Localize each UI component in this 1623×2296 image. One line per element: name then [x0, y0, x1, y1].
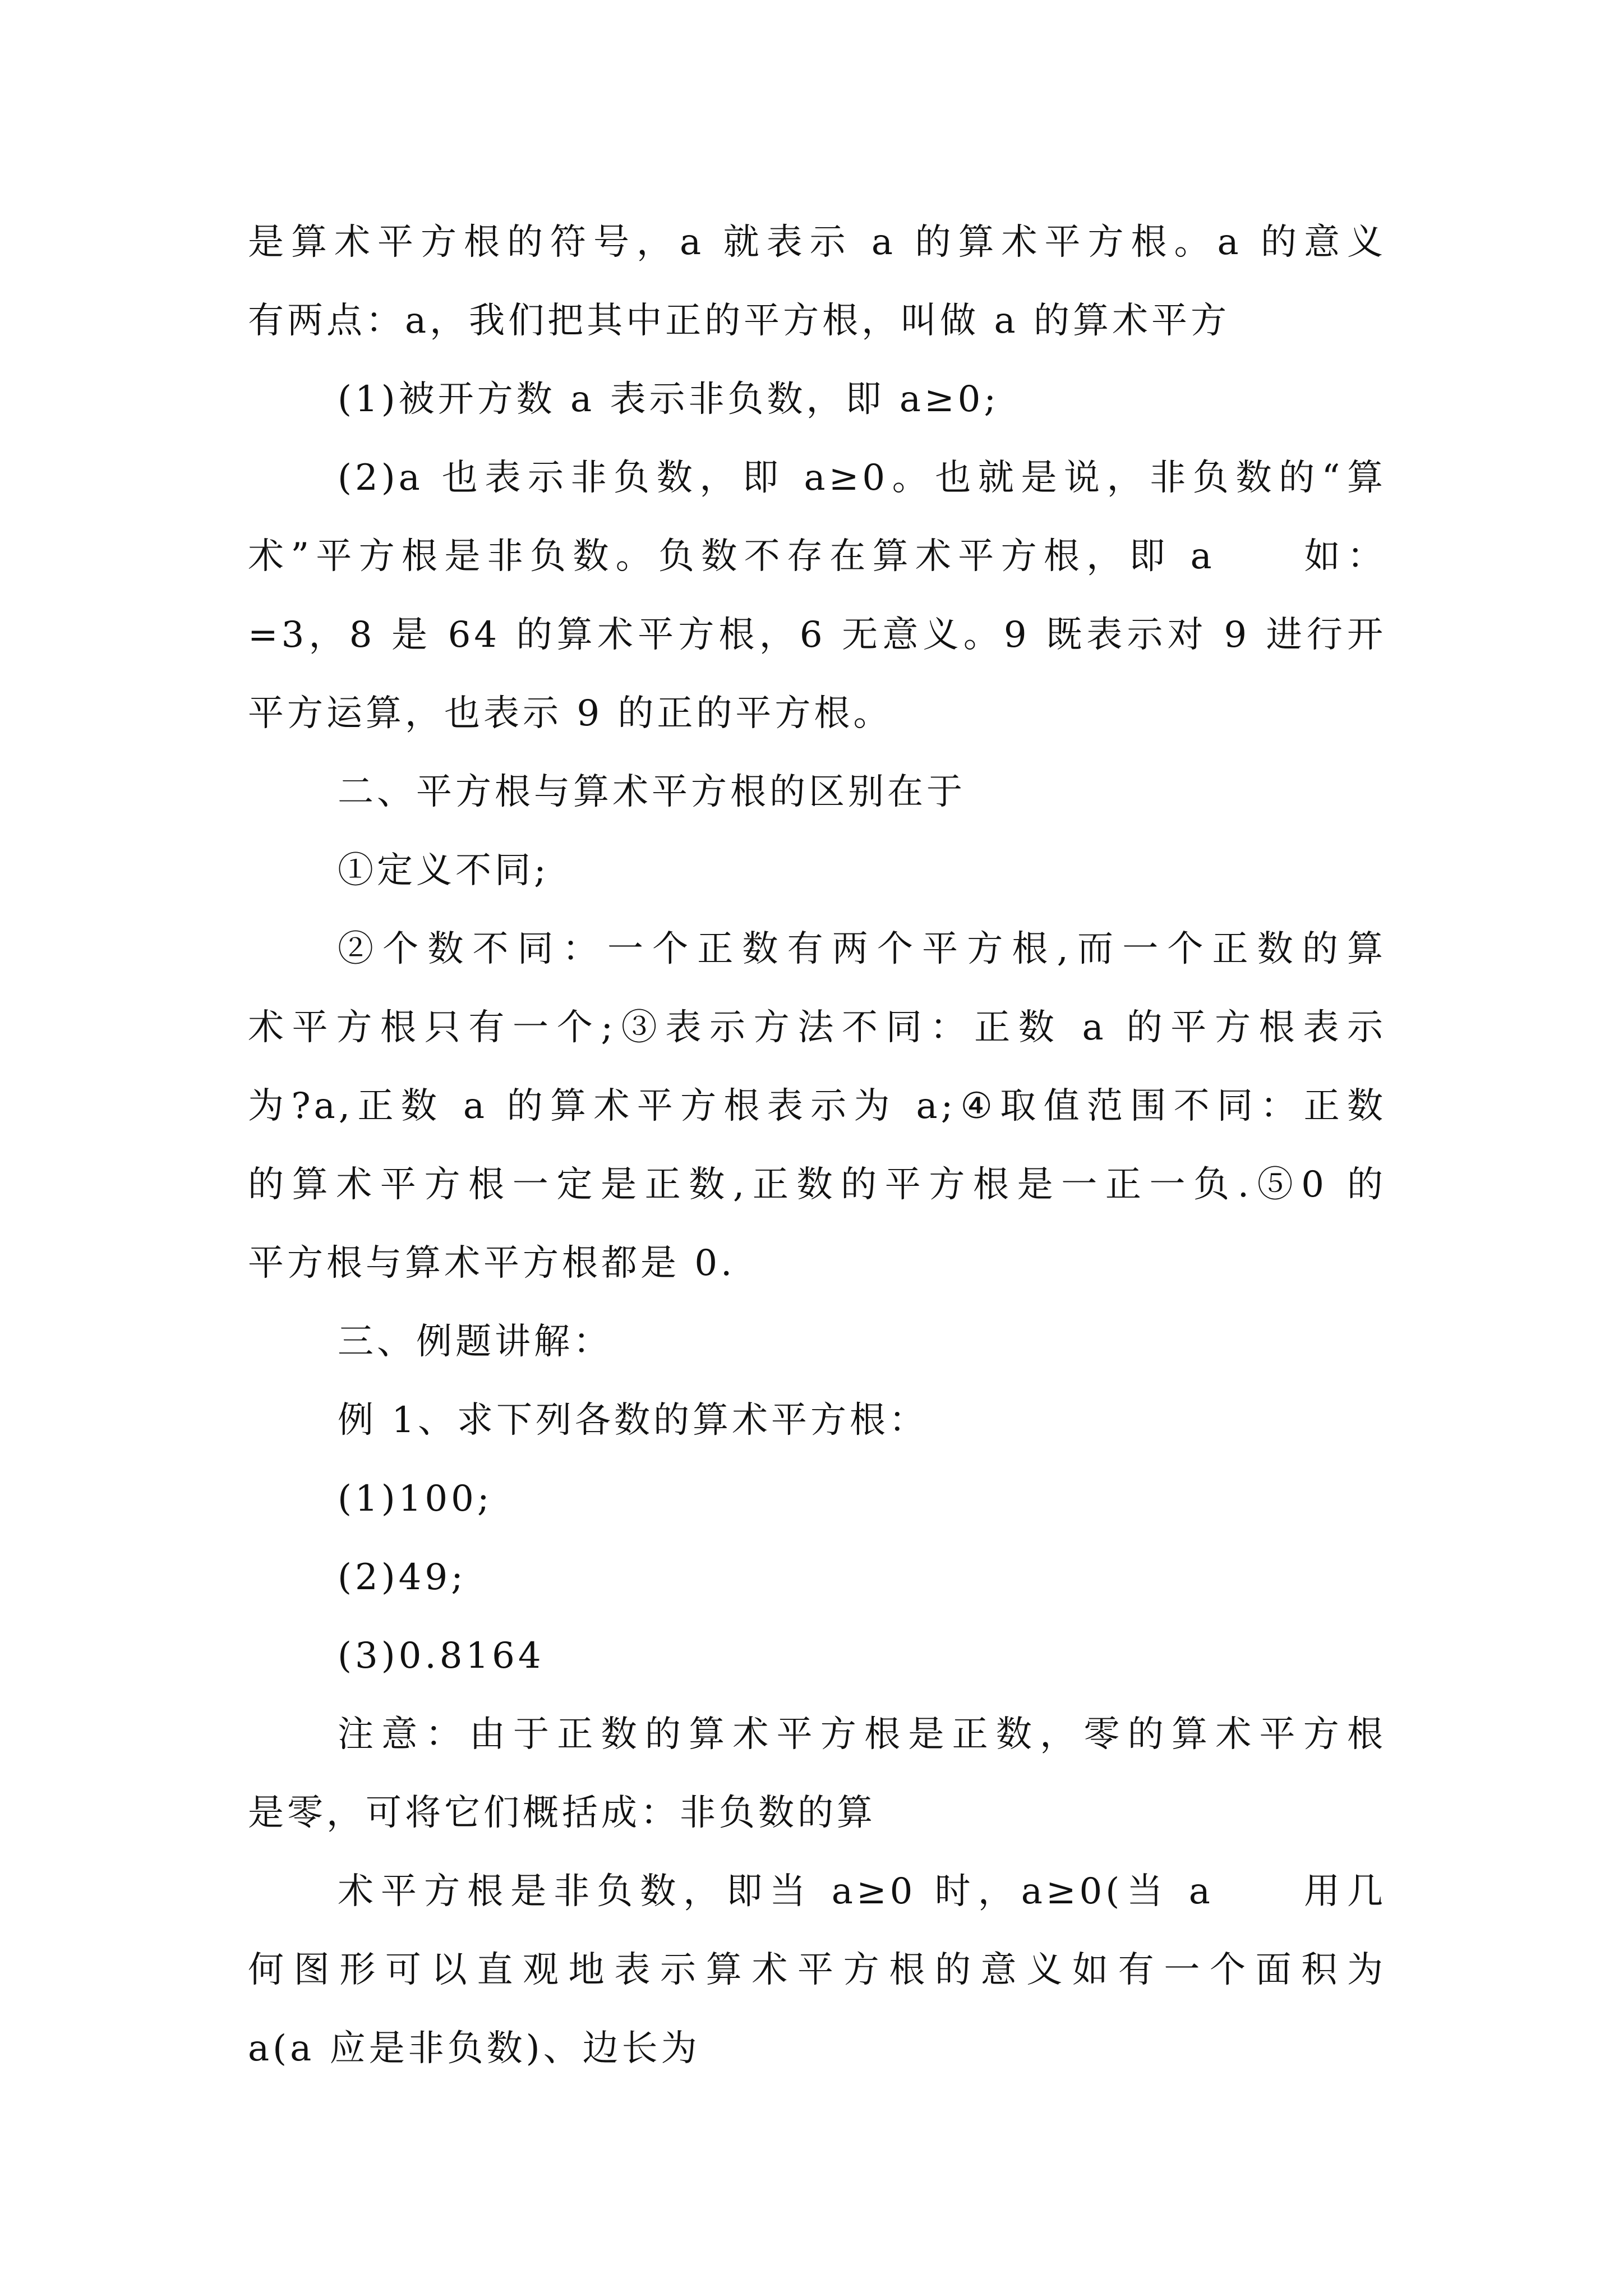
- text-line: 术”平方根是非负数。负数不存在算术平方根，即 a 如：: [248, 536, 1386, 577]
- text-line: (2)49;: [338, 1557, 467, 1598]
- text-line: 为?a,正数 a 的算术平方根表示为 a;④取值范围不同：正数: [248, 1085, 1386, 1127]
- text-line: ①定义不同;: [338, 850, 550, 891]
- text-line: (1)100;: [338, 1478, 493, 1520]
- section-heading: 二、平方根与算术平方根的区别在于: [338, 771, 966, 813]
- text-line: 的算术平方根一定是正数,正数的平方根是一正一负.⑤0 的: [248, 1164, 1386, 1205]
- text-line: 平方根与算术平方根都是 0.: [248, 1243, 736, 1284]
- text-line: 何图形可以直观地表示算术平方根的意义如有一个面积为: [248, 1949, 1386, 1991]
- text-line: (1)被开方数 a 表示非负数，即 a≥0;: [338, 379, 999, 420]
- text-line: (2)a 也表示非负数，即 a≥0。也就是说，非负数的“算: [338, 457, 1386, 499]
- text-line: 是零，可将它们概括成：非负数的算: [248, 1792, 876, 1834]
- text-line: 平方运算，也表示 9 的正的平方根。: [248, 693, 893, 734]
- text-line: a(a 应是非负数)、边长为: [248, 2028, 700, 2069]
- text-line: 例 1、求下列各数的算术平方根：: [338, 1400, 929, 1441]
- text-line: 注意：由于正数的算术平方根是正数，零的算术平方根: [338, 1714, 1386, 1755]
- text-line: ②个数不同：一个正数有两个平方根,而一个正数的算: [338, 928, 1386, 970]
- text-line: (3)0.8164: [338, 1635, 545, 1677]
- text-line: 术平方根是非负数，即当 a≥0 时，a≥0(当 a 用几: [338, 1871, 1386, 1912]
- text-line: 有两点：a，我们把其中正的平方根，叫做 a 的算术平方: [248, 300, 1230, 342]
- text-line: 术平方根只有一个;③表示方法不同：正数 a 的平方根表示: [248, 1007, 1386, 1048]
- section-heading: 三、例题讲解：: [338, 1321, 612, 1363]
- text-line: 是算术平方根的符号，a 就表示 a 的算术平方根。a 的意义: [248, 222, 1386, 263]
- text-line: =3，8 是 64 的算术平方根，6 无意义。9 既表示对 9 进行开: [248, 614, 1386, 656]
